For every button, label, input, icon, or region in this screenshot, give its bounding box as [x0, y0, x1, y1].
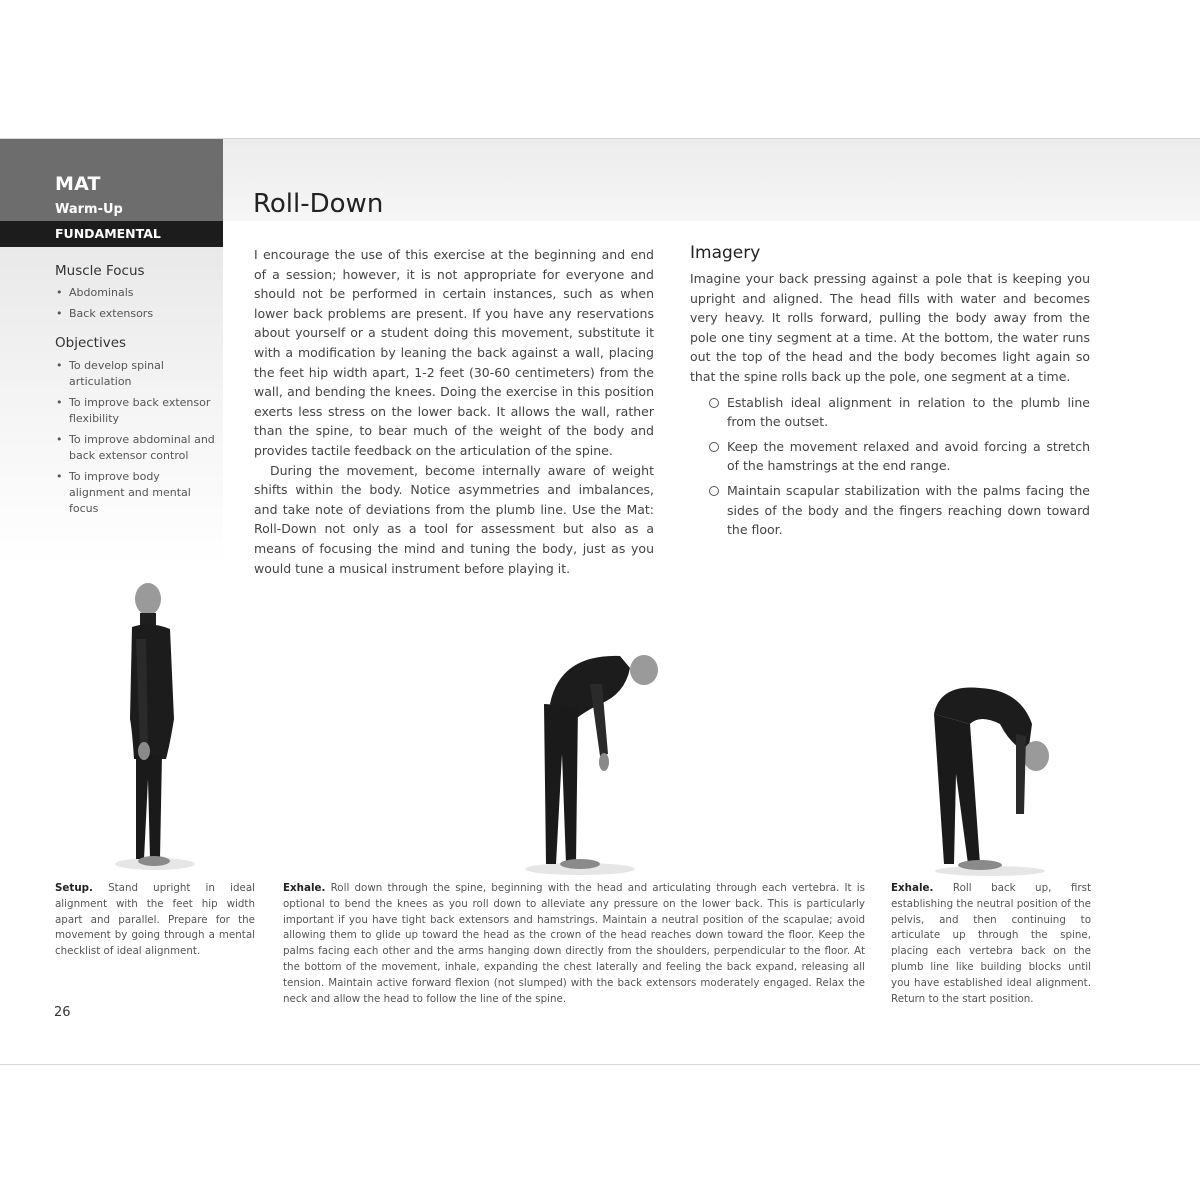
- circle-bullet-icon: [709, 442, 719, 452]
- intro-column: [254, 245, 654, 578]
- level-bar: [0, 221, 223, 247]
- caption-text: Stand upright in ideal alignment with the feet hip width apart and parallel. Prepare for the movement by going through a mental checklist of ideal alignment.: [55, 882, 255, 958]
- imagery-paragraph: Imagine your back pressing against a pole that is keeping you upright and aligned. The head fills with water and becomes very heavy. It rolls forward, pulling the body away from the pole one tiny segment at a time. At the bottom, the water runs out the top of the head and the body becomes light again so that the spine rolls back up the pole, one segment at a time.: [690, 271, 1090, 384]
- list-item: • Abdominals: [55, 285, 215, 301]
- objectives-list: [55, 358, 215, 522]
- cue-list: [690, 393, 1090, 540]
- list-item: • To develop spinal articulation: [55, 358, 215, 390]
- muscle-focus-list: [55, 285, 215, 327]
- list-item: • To improve back extensor flexibility: [55, 395, 215, 427]
- caption-label: Exhale.: [283, 882, 326, 894]
- caption-text: Roll back up, first establishing the neutral position of the pelvis, and then continuing to articulate up through the spine, placing each vertebra back on the plumb line like building blocks until you have established ideal alignment. Return to the start position.: [891, 882, 1091, 1005]
- caption-text: Roll down through the spine, beginning with the head and articulating through each vertebra. It is optional to bend the knees as you roll down to alleviate any pressure on the lower back. This is particularly important if you have tight back extensors and hamstrings. Maintain a neutral position of the scapulae; avoid allowing them to glide up toward the head as the crown of the head reaches down toward the floor. Keep the palms facing each other and the arms hanging down directly from the shoulders, perpendicular to the floor. At the bottom of the movement, inhale, expanding the chest laterally and feeling the back expand, releasing all tension. Maintain active forward flexion (not slumped) with the back extensors moderately engaged. Relax the neck and allow the head to follow the line of the spine.: [283, 882, 865, 1005]
- page-title: Roll-Down: [253, 189, 384, 219]
- list-item: • Back extensors: [55, 306, 215, 322]
- section-title: MAT: [55, 173, 101, 195]
- subsection-title: Warm-Up: [55, 202, 123, 217]
- cue-item: Establish ideal alignment in relation to the plumb line from the outset.: [690, 393, 1090, 432]
- book-page: [0, 138, 1200, 1065]
- imagery-column: [690, 243, 1090, 545]
- intro-paragraph: During the movement, become internally aware of weight shifts within the body. Notice asymmetries and imbalances, and take note of deviations from the plumb line. Use the Mat: Roll-Down not only as a tool for assessment but also as a means of focusing the mind and tuning the body, just as you would tune a musical instrument before playing it.: [254, 462, 654, 576]
- half-roll-down-figure-photo: [520, 644, 670, 879]
- intro-paragraph: I encourage the use of this exercise at the beginning and end of a session; however, it is not appropriate for everyone and should not be performed in certain instances, such as when lower back problems are present. If you have any reservations about yourself or a student doing this movement, substitute it with a modification by leaning the back against a wall, placing the feet hip width apart, 1-2 feet (30-60 centimeters) from the wall, and bending the knees. Doing the exercise in this position exerts less stress on the lower back. It allows the wall, rather than the spine, to bear much of the weight of the body and provides tactile feedback on the articulation of the spine.: [254, 247, 654, 458]
- circle-bullet-icon: [709, 398, 719, 408]
- caption-label: Setup.: [55, 882, 93, 894]
- level-label: FUNDAMENTAL: [55, 226, 161, 241]
- muscle-focus-heading: Muscle Focus: [55, 263, 145, 279]
- setup-caption: [55, 881, 255, 960]
- full-roll-down-figure-photo: [920, 684, 1060, 879]
- cue-item: Keep the movement relaxed and avoid forcing a stretch of the hamstrings at the end range.: [690, 437, 1090, 476]
- objectives-heading: Objectives: [55, 335, 127, 351]
- imagery-heading: Imagery: [690, 243, 761, 263]
- exhale-up-caption: [891, 881, 1091, 1007]
- circle-bullet-icon: [709, 486, 719, 496]
- standing-figure-photo: [110, 579, 200, 874]
- list-item: • To improve abdominal and back extensor control: [55, 432, 215, 464]
- caption-label: Exhale.: [891, 882, 934, 894]
- page-number: 26: [54, 1005, 71, 1020]
- cue-item: Maintain scapular stabilization with the palms facing the sides of the body and the fingers reaching down toward the floor.: [690, 481, 1090, 540]
- sidebar-header: [0, 139, 223, 221]
- exhale-down-caption: [283, 881, 865, 1007]
- list-item: • To improve body alignment and mental focus: [55, 469, 215, 517]
